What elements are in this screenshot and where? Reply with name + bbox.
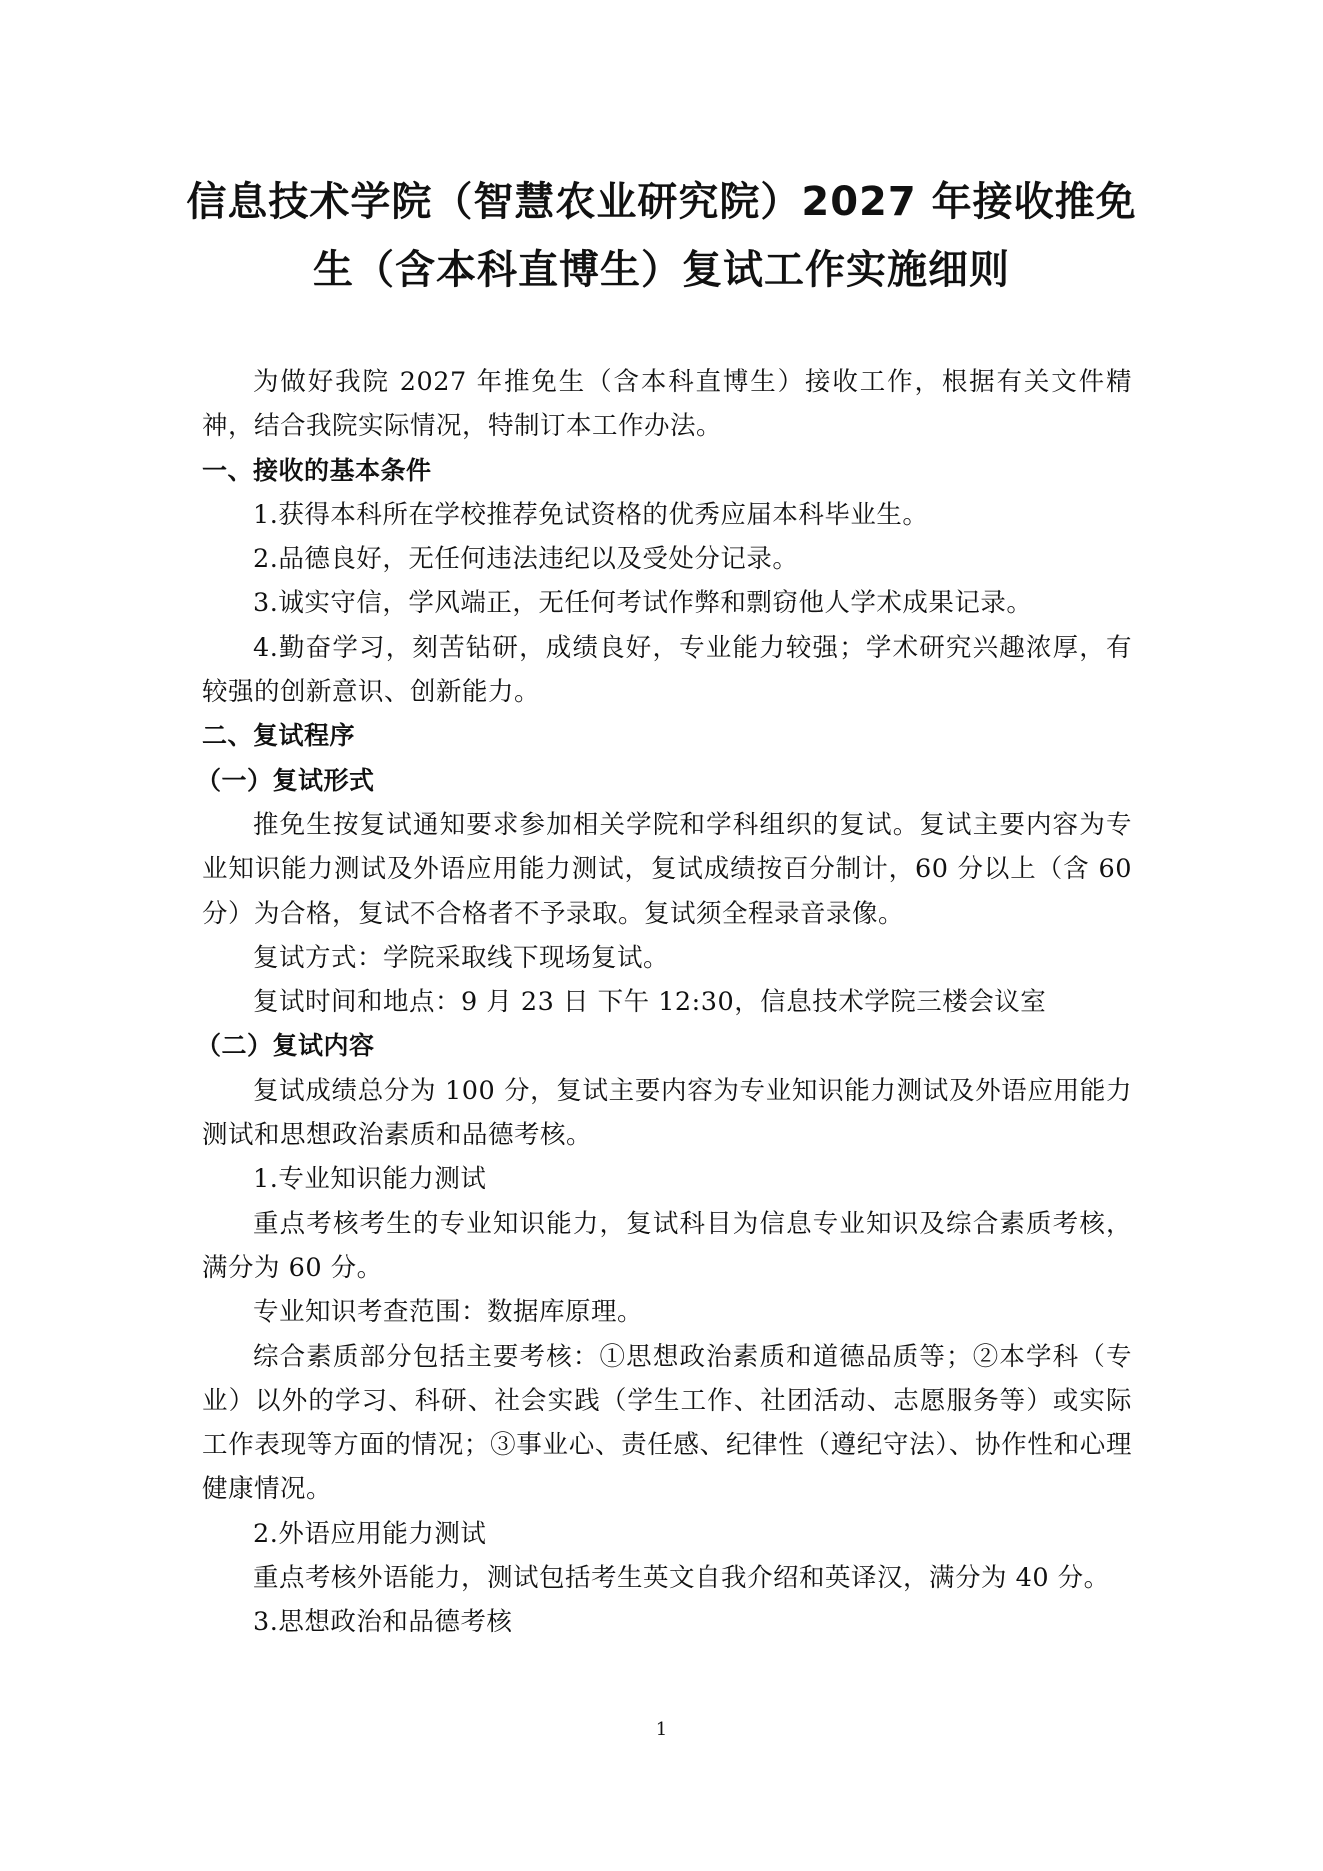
content-paragraph: 重点考核考生的专业知识能力，复试科目为信息专业知识及综合素质考核，满分为 60 分。	[202, 1208, 1132, 1283]
subsection-heading-format: （一）复试形式	[196, 765, 375, 795]
intro-paragraph: 为做好我院 2027 年推免生（含本科直博生）接收工作，根据有关文件精神，结合我院实际情况，特制订本工作办法。	[202, 367, 1132, 442]
content-item-heading: 3.思想政治和品德考核	[253, 1607, 513, 1638]
condition-item: 1.获得本科所在学校推荐免试资格的优秀应届本科毕业生。	[253, 499, 929, 530]
document-body	[196, 360, 1132, 1645]
condition-item: 3.诚实守信，学风端正，无任何考试作弊和剽窃他人学术成果记录。	[253, 588, 1033, 619]
document-title-line-2: 生（含本科直博生）复试工作实施细则	[313, 247, 1010, 293]
page-number: 1	[655, 1719, 668, 1740]
condition-item: 4.勤奋学习，刻苦钻研，成绩良好，专业能力较强；学术研究兴趣浓厚，有较强的创新意识、创新能力。	[202, 632, 1132, 708]
section-heading-conditions: 一、接收的基本条件	[202, 455, 432, 485]
content-paragraph: 复试成绩总分为 100 分，复试主要内容为专业知识能力测试及外语应用能力测试和思想政治素质和品德考核。	[202, 1075, 1132, 1151]
format-method: 复试方式：学院采取线下现场复试。	[253, 942, 670, 973]
content-paragraph: 重点考核外语能力，测试包括考生英文自我介绍和英译汉，满分为 40 分。	[253, 1563, 1110, 1594]
format-time-location: 复试时间和地点：9 月 23 日 下午 12:30，信息技术学院三楼会议室	[253, 987, 1047, 1018]
section-heading-procedure: 二、复试程序	[202, 721, 356, 751]
content-paragraph: 综合素质部分包括主要考核：①思想政治素质和道德品质等；②本学科（专业）以外的学习、科研、社会实践（学生工作、社团活动、志愿服务等）或实际工作表现等方面的情况；③事业心、责任感、纪律性（遵纪守法）、协作性和心理健康情况。	[202, 1341, 1132, 1505]
content-paragraph: 专业知识考查范围：数据库原理。	[253, 1297, 644, 1328]
content-item-heading: 2.外语应用能力测试	[253, 1518, 487, 1549]
subsection-heading-content: （二）复试内容	[196, 1031, 375, 1061]
content-item-heading: 1.专业知识能力测试	[253, 1164, 487, 1195]
format-paragraph: 推免生按复试通知要求参加相关学院和学科组织的复试。复试主要内容为专业知识能力测试及外语应用能力测试，复试成绩按百分制计，60 分以上（含 60 分）为合格，复试不合格者不予录取。复试须全程录音录像。	[202, 809, 1132, 929]
document-title-line-1: 信息技术学院（智慧农业研究院）2027 年接收推免	[186, 179, 1137, 225]
condition-item: 2.品德良好，无任何违法违纪以及受处分记录。	[253, 544, 799, 575]
